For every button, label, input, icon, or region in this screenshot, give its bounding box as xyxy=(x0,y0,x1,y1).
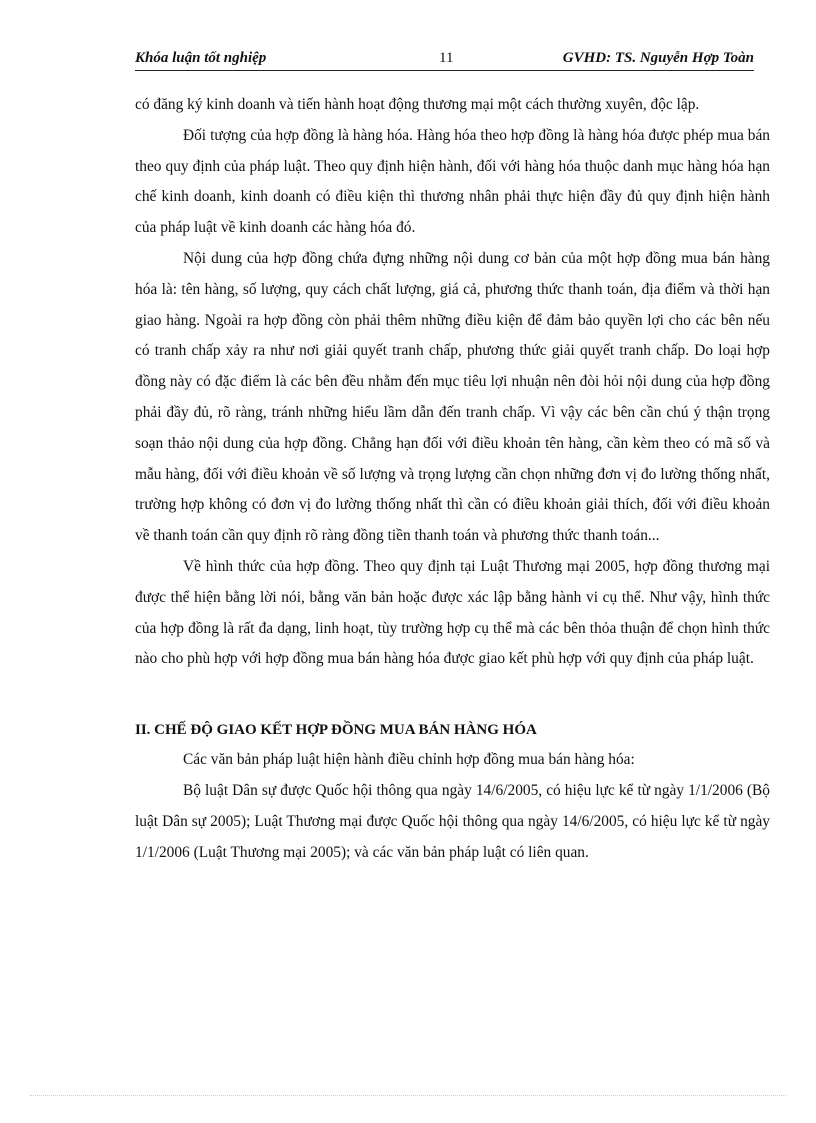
header-thesis-title: Khóa luận tốt nghiệp xyxy=(135,50,267,66)
document-body xyxy=(135,90,770,868)
header-supervisor: GVHD: TS. Nguyễn Hợp Toàn xyxy=(562,50,754,66)
footer-divider xyxy=(30,1095,786,1096)
paragraph-subject: Đối tượng của hợp đồng là hàng hóa. Hàng hóa theo hợp đồng là hàng hóa được phép mua bán theo quy định của pháp luật. Theo quy định hiện hành, đối với hàng hóa thuộc danh mục hàng hóa hạn chế kinh doanh, kinh doanh có điều kiện thì thương nhân phải thực hiện đầy đủ quy định hiện hành của pháp luật về kinh doanh các hàng hóa đó. xyxy=(135,126,770,237)
page-number: 11 xyxy=(439,50,454,66)
paragraph-continuation: có đăng ký kinh doanh và tiến hành hoạt động thương mại một cách thường xuyên, độc lập. xyxy=(135,96,700,113)
paragraph-form: Về hình thức của hợp đồng. Theo quy định tại Luật Thương mại 2005, hợp đồng thương mại được thể hiện bằng lời nói, bằng văn bản hoặc được xác lập bằng hành vi cụ thể. Như vậy, hình thức của hợp đồng là rất đa dạng, linh hoạt, tùy trường hợp cụ thể mà các bên thỏa thuận để chọn hình thức nào cho phù hợp với hợp đồng mua bán hàng hóa được giao kết phù hợp với quy định của pháp luật. xyxy=(135,557,770,668)
paragraph-legal-docs-intro: Các văn bản pháp luật hiện hành điều chỉnh hợp đồng mua bán hàng hóa: xyxy=(183,751,635,769)
paragraph-legal-docs-list: Bộ luật Dân sự được Quốc hội thông qua ngày 14/6/2005, có hiệu lực kể từ ngày 1/1/2006 (Bộ luật Dân sự 2005); Luật Thương mại được Quốc hội thông qua ngày 14/6/2005, có hiệu lực kể từ ngày 1/1/2006 (Luật Thương mại 2005); và các văn bản pháp luật có liên quan. xyxy=(135,781,770,861)
paragraph-content: Nội dung của hợp đồng chứa đựng những nội dung cơ bản của một hợp đồng mua bán hàng hóa là: tên hàng, số lượng, quy cách chất lượng, giá cả, phương thức thanh toán, địa điểm và thời hạn giao hàng. Ngoài ra hợp đồng còn phải thêm những điều kiện để đảm bảo quyền lợi cho các bên nếu có tranh chấp xảy ra như nơi giải quyết tranh chấp, phương thức giải quyết tranh chấp. Do loại hợp đồng này có đặc điểm là các bên đều nhằm đến mục tiêu lợi nhuận nên đòi hỏi nội dung của hợp đồng phải đầy đủ, rõ ràng, tránh những hiểu lầm dẫn đến tranh chấp. Vì vậy các bên cần chú ý thận trọng soạn thảo nội dung của hợp đồng. Chẳng hạn đối với điều khoản tên hàng, cần kèm theo có mã số và mẫu hàng, đối với điều khoản về số lượng và trọng lượng cần chọn những đơn vị đo lường thống nhất, trường hợp không có đơn vị đo lường thống nhất thì cần có điều khoản giải thích, đối với điều khoản về thanh toán cần quy định rõ ràng đồng tiền thanh toán và phương thức thanh toán... xyxy=(135,249,770,545)
page-header xyxy=(135,50,754,71)
section-heading: II. CHẾ ĐỘ GIAO KẾT HỢP ĐỒNG MUA BÁN HÀNG HÓA xyxy=(135,722,537,739)
